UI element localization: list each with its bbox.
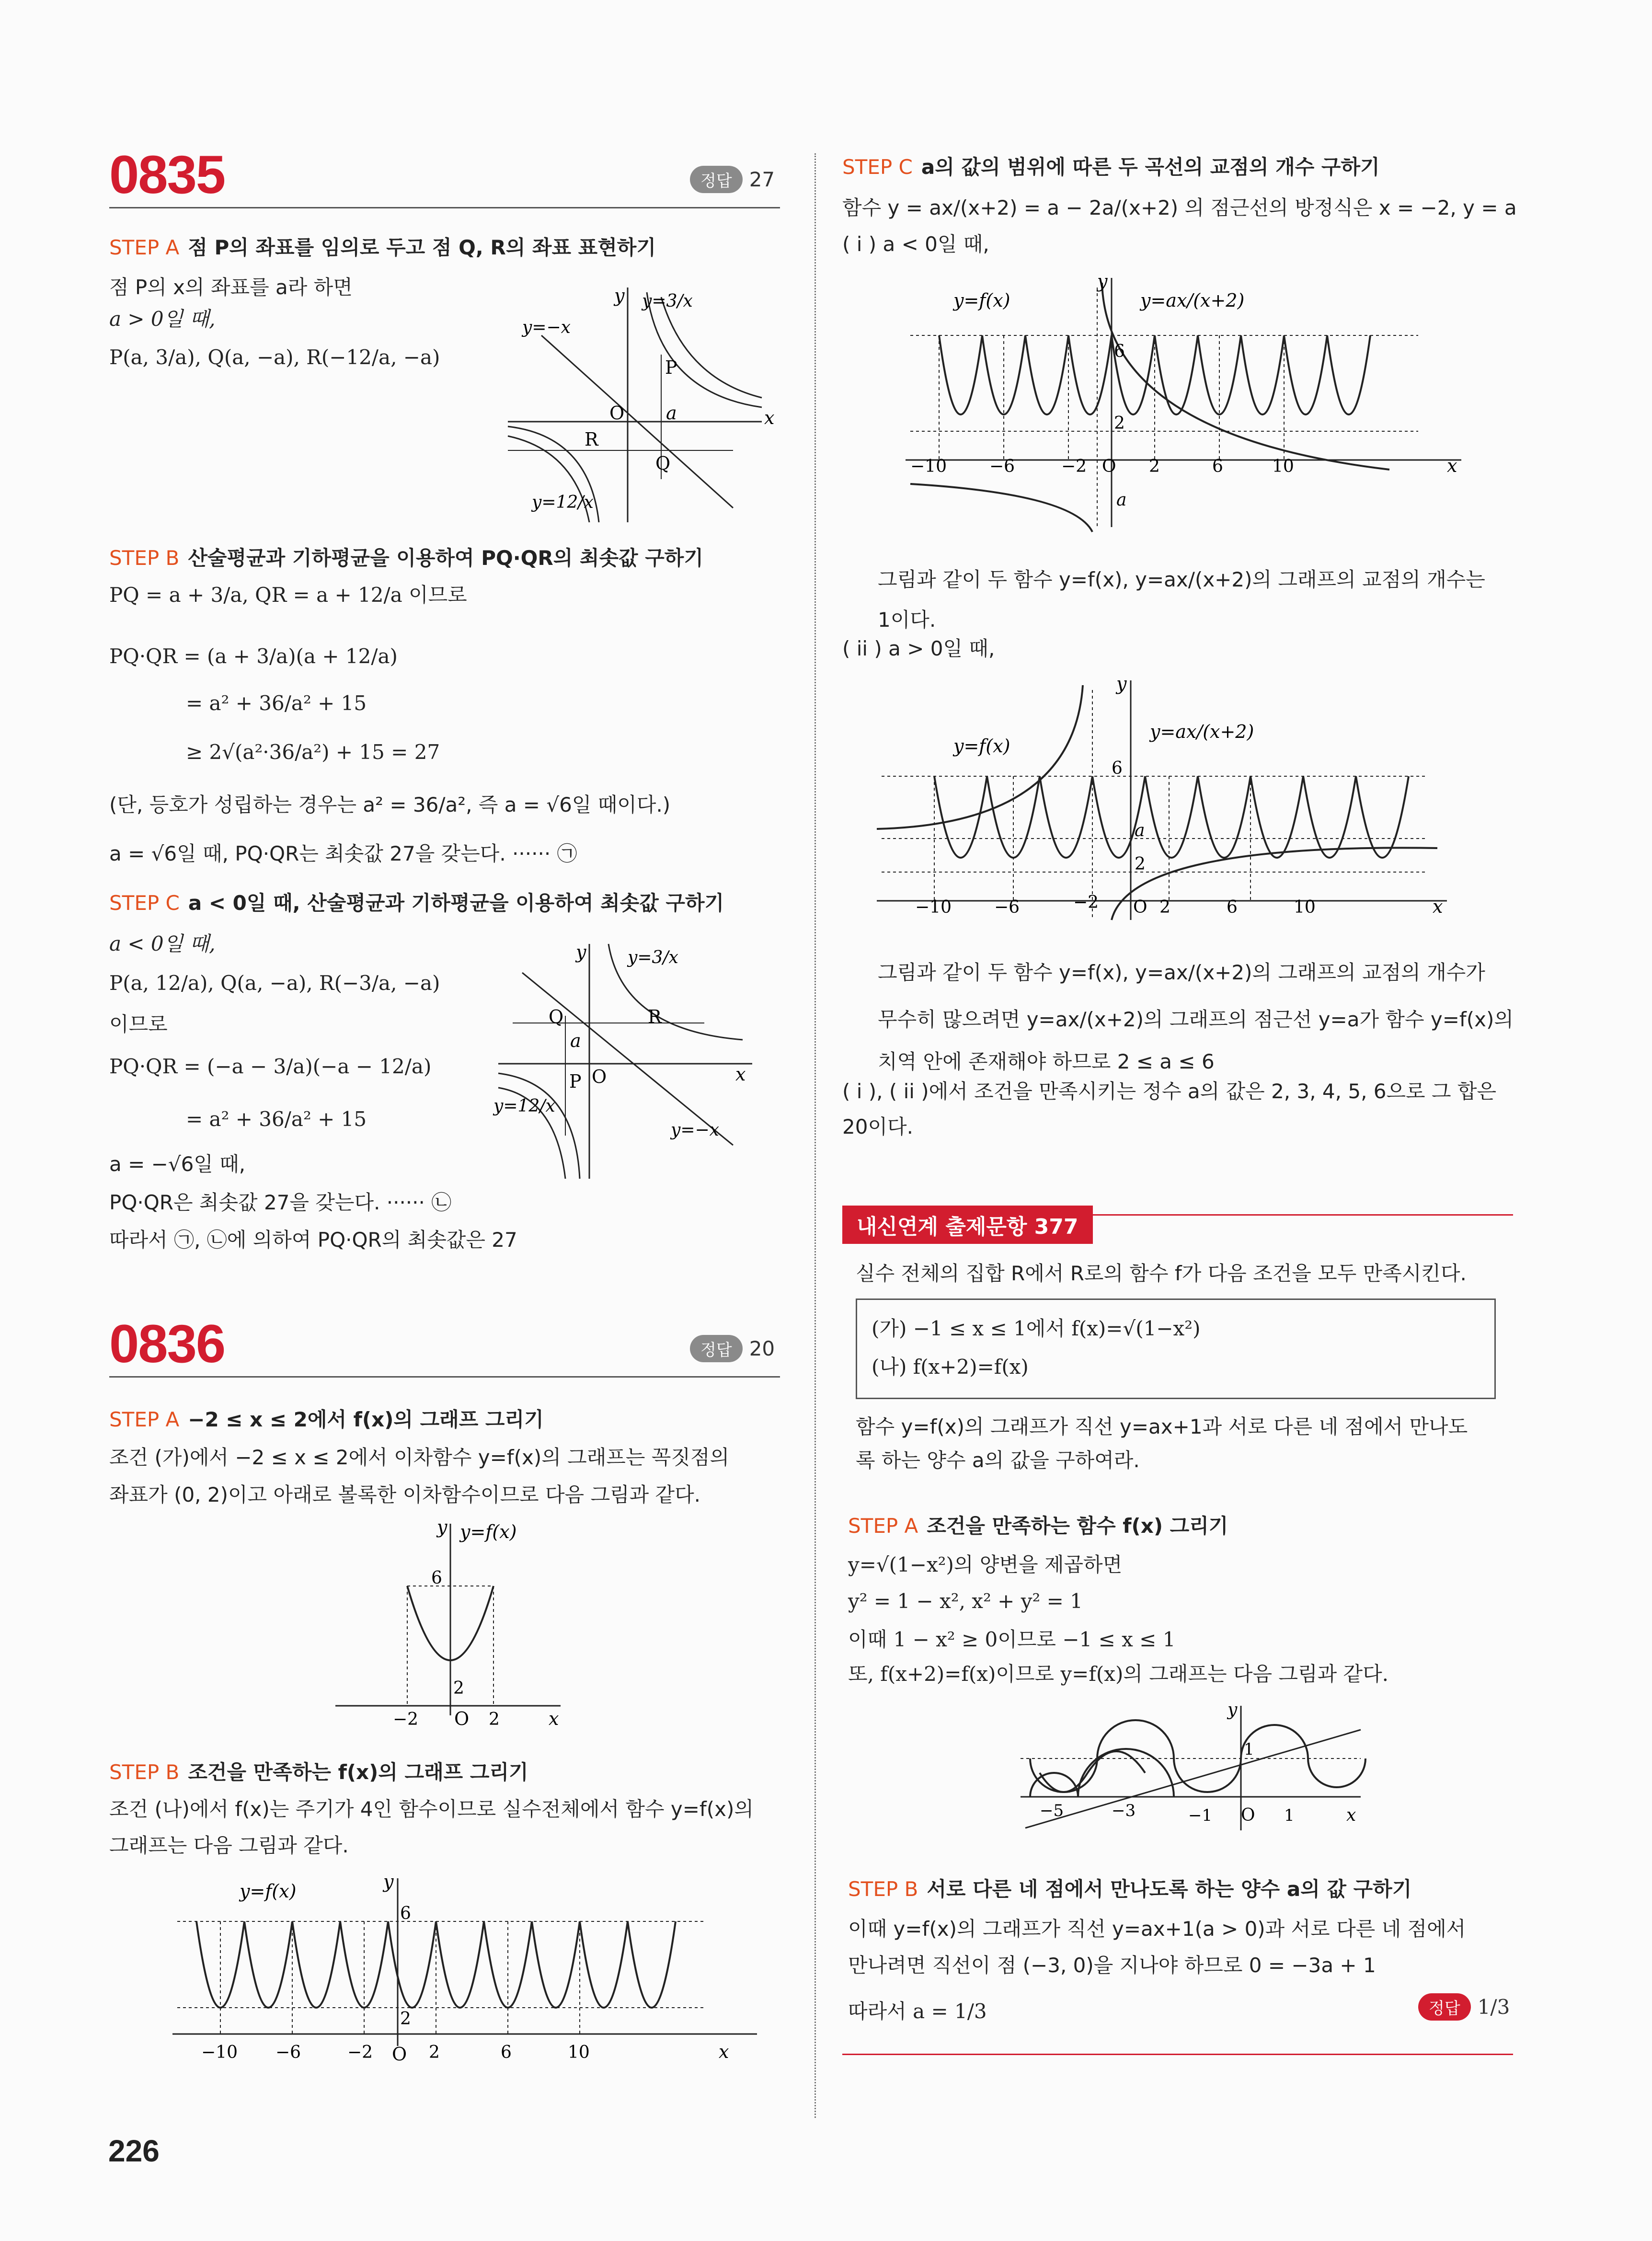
condition-1: (가) −1 ≤ x ≤ 1에서 f(x)=√(1−x²) — [872, 1317, 1201, 1340]
graph-case-negative — [901, 268, 1476, 537]
tick-label: −2 — [347, 2043, 373, 2062]
text-line: 만나려면 직선이 점 (−3, 0)을 지나야 하므로 0 = −3a + 1 — [848, 1954, 1376, 1977]
tick-label: −10 — [915, 897, 952, 917]
text-line: 이므로 — [109, 1012, 168, 1036]
tick-label: 2 — [1114, 414, 1125, 433]
answer-value: 20 — [749, 1337, 775, 1360]
graph-periodic — [168, 1869, 771, 2070]
line-label: y=−x — [671, 1120, 719, 1140]
curve-label: y=12/x — [532, 493, 594, 512]
step-b-377 — [848, 1873, 1411, 1902]
text-line: 그림과 같이 두 함수 y=f(x), y=ax/(x+2)의 그래프의 교점의 개수는 — [878, 568, 1485, 591]
text-line: a > 0일 때, — [109, 307, 216, 331]
step-a-0835 — [109, 232, 656, 261]
text-line: 따라서 ㉠, ㉡에 의하여 PQ·QR의 최솟값은 27 — [109, 1228, 517, 1252]
tick-label: 2 — [1149, 457, 1160, 476]
text-line: 20이다. — [842, 1115, 913, 1138]
step-a-0836 — [109, 1404, 544, 1433]
step-label: STEP B — [109, 1760, 180, 1784]
graph-hyperbola-negative — [493, 934, 762, 1184]
step-title: 산술평균과 기하평균을 이용하여 PQ·QR의 최솟값 구하기 — [188, 546, 703, 570]
y-label: y — [1097, 271, 1108, 292]
point-p: P — [665, 357, 677, 378]
text-line: a = −√6일 때, — [109, 1152, 246, 1176]
tick-label: 1 — [1244, 1740, 1254, 1759]
text-line: 이때 y=f(x)의 그래프가 직선 y=ax+1(a > 0)과 서로 다른 네 점에서 — [848, 1917, 1466, 1941]
answer-0835 — [690, 166, 775, 193]
step-c-0836 — [842, 151, 1380, 180]
step-title: a의 값의 범위에 따른 두 곡선의 교점의 개수 구하기 — [921, 155, 1380, 179]
curve-label: y=f(x) — [240, 1881, 297, 1902]
a-label: a — [1116, 490, 1127, 510]
answer-pill: 정답 — [690, 1335, 743, 1362]
origin-label: O — [1102, 457, 1116, 476]
x-label: x — [1433, 896, 1443, 917]
step-label: STEP C — [842, 155, 913, 179]
periodic-curve — [934, 776, 1409, 858]
divider — [109, 207, 780, 208]
question-line: 록 하는 양수 a의 값을 구하여라. — [856, 1448, 1140, 1472]
y-label: y — [614, 285, 625, 306]
step-title: a < 0일 때, 산술평균과 기하평균을 이용하여 최솟값 구하기 — [188, 891, 724, 915]
tick-label: 6 — [1114, 342, 1125, 361]
graph-case-positive — [872, 671, 1466, 939]
curve-label: y=3/x — [642, 291, 693, 311]
y-label: y — [437, 1517, 447, 1538]
text-line: ≥ 2√(a²·36/a²) + 15 = 27 — [186, 740, 440, 764]
text-line: 점 P의 x의 좌표를 a라 하면 — [109, 276, 353, 299]
curve-label: y=f(x) — [460, 1521, 517, 1542]
curve-label: y=12/x — [493, 1096, 555, 1116]
origin-label: O — [1241, 1805, 1255, 1825]
tick-label: 10 — [1272, 457, 1294, 476]
tick-label: 6 — [1212, 457, 1223, 476]
semicircle-curve — [1040, 1751, 1145, 1792]
tick-label: 6 — [1112, 758, 1123, 778]
origin-label: O — [1133, 897, 1147, 917]
text-line: 조건 (가)에서 −2 ≤ x ≤ 2에서 이차함수 y=f(x)의 그래프는 꼭짓점의 — [109, 1446, 730, 1469]
origin-label: O — [392, 2044, 407, 2065]
question-line: 함수 y=f(x)의 그래프가 직선 y=ax+1과 서로 다른 네 점에서 만나도 — [856, 1415, 1468, 1438]
step-title: −2 ≤ x ≤ 2에서 f(x)의 그래프 그리기 — [188, 1408, 544, 1431]
text-line: y² = 1 − x², x² + y² = 1 — [848, 1589, 1083, 1613]
step-title: 점 P의 좌표를 임의로 두고 점 Q, R의 좌표 표현하기 — [188, 236, 656, 259]
line-y-neg-x — [522, 973, 733, 1145]
text-line: 치역 안에 존재해야 하므로 2 ≤ a ≤ 6 — [878, 1050, 1215, 1073]
origin-label: O — [609, 402, 625, 424]
text-line: 그래프는 다음 그림과 같다. — [109, 1834, 349, 1857]
step-label: STEP A — [109, 1408, 180, 1431]
x-label: x — [719, 2041, 729, 2062]
page-number: 226 — [108, 2134, 160, 2168]
problem-intro: 실수 전체의 집합 R에서 R로의 함수 f가 다음 조건을 모두 만족시킨다. — [856, 1262, 1467, 1285]
divider — [109, 1376, 780, 1378]
tick-label: −1 — [1188, 1806, 1213, 1825]
y-label: y — [383, 1871, 394, 1892]
point-q: Q — [549, 1006, 564, 1027]
text-line: 무수히 많으려면 y=ax/(x+2)의 그래프의 점근선 y=a가 함수 y=f(x)의 — [878, 1008, 1514, 1031]
tick-label: −2 — [1073, 893, 1099, 912]
answer-pill: 정답 — [690, 166, 743, 193]
text-line: PQ·QR = (−a − 3/a)(−a − 12/a) — [109, 1055, 432, 1078]
step-label: STEP A — [109, 236, 180, 259]
tick-label: −10 — [910, 457, 947, 476]
step-label: STEP B — [848, 1877, 918, 1901]
graph-hyperbola-positive — [503, 278, 775, 527]
text-line: PQ·QR은 최솟값 27을 갖는다. ······ ㉡ — [109, 1191, 452, 1214]
step-title: 조건을 만족하는 함수 f(x) 그리기 — [927, 1514, 1228, 1538]
text-line: 이때 1 − x² ≥ 0이므로 −1 ≤ x ≤ 1 — [848, 1628, 1176, 1651]
text-line: a = √6일 때, PQ·QR는 최솟값 27을 갖는다. ······ ㉠ — [109, 842, 577, 865]
text-line: PQ·QR = (a + 3/a)(a + 12/a) — [109, 644, 398, 668]
a-label: a — [666, 402, 677, 424]
point-q: Q — [655, 453, 671, 474]
tick-label: 6 — [400, 1904, 411, 1923]
tick-label: −2 — [393, 1710, 419, 1729]
tick-label: 1 — [1284, 1806, 1295, 1825]
hyperbola-branch — [910, 484, 1092, 532]
tick-label: −2 — [1061, 457, 1087, 476]
tick-label: −10 — [201, 2043, 238, 2062]
answer-value: 1/3 — [1477, 1995, 1510, 2019]
graph-semicircles — [1016, 1701, 1380, 1835]
tick-label: 10 — [1294, 897, 1316, 917]
curve-label: y=f(x) — [953, 290, 1010, 311]
step-title: 조건을 만족하는 f(x)의 그래프 그리기 — [188, 1760, 528, 1784]
answer-pill: 정답 — [1418, 1993, 1471, 2021]
curve-3-over-x-neg — [498, 1073, 580, 1179]
text-line: (단, 등호가 성립하는 경우는 a² = 36/a², 즉 a = √6일 때이다.) — [109, 793, 671, 816]
tick-label: 2 — [1159, 897, 1170, 917]
step-label: STEP A — [848, 1514, 918, 1538]
hyperbola-label: y=ax/(x+2) — [1140, 290, 1245, 311]
tick-label: 2 — [489, 1710, 500, 1729]
step-label: STEP C — [109, 891, 180, 915]
tick-label: 6 — [1227, 897, 1238, 917]
step-a-377 — [848, 1510, 1228, 1539]
text-line: ( ii ) a > 0일 때, — [842, 637, 995, 660]
line-label: y=−x — [522, 318, 571, 337]
tick-label: 2 — [400, 2009, 411, 2029]
tick-label: 10 — [568, 2043, 590, 2062]
text-line: P(a, 3/a), Q(a, −a), R(−12/a, −a) — [109, 345, 440, 369]
text-line: 1이다. — [878, 608, 936, 632]
tick-label: 2 — [1135, 854, 1146, 874]
text-line: = a² + 36/a² + 15 — [186, 1107, 367, 1131]
answer-value: 27 — [749, 168, 775, 191]
text-line: a < 0일 때, — [109, 932, 216, 955]
x-label: x — [1447, 455, 1457, 476]
text-line: 따라서 a = 1/3 — [848, 2000, 987, 2023]
tick-label: −6 — [994, 897, 1020, 917]
condition-box — [856, 1299, 1496, 1399]
tick-label: −3 — [1112, 1801, 1136, 1820]
tick-label: 6 — [501, 2043, 512, 2062]
a-label: a — [1135, 821, 1145, 840]
step-label: STEP B — [109, 546, 180, 570]
text-line: y=√(1−x²)의 양변을 제곱하면 — [848, 1553, 1123, 1576]
curve-label: y=f(x) — [953, 736, 1010, 757]
text-line: = a² + 36/a² + 15 — [186, 691, 367, 715]
y-label: y — [1228, 1700, 1238, 1720]
hyperbola-label: y=ax/(x+2) — [1150, 721, 1254, 742]
curve-12-over-x — [661, 297, 762, 398]
tick-label: 2 — [453, 1678, 464, 1698]
origin-label: O — [454, 1708, 470, 1729]
condition-2: (나) f(x+2)=f(x) — [872, 1355, 1029, 1379]
x-label: x — [764, 407, 775, 428]
origin-label: O — [592, 1066, 607, 1087]
x-label: x — [549, 1708, 559, 1729]
step-b-0835 — [109, 542, 703, 571]
y-label: y — [576, 942, 586, 963]
point-p: P — [569, 1071, 582, 1092]
text-line: ( i ) a < 0일 때, — [842, 232, 989, 256]
problem-number-0836: 0836 — [109, 1314, 225, 1374]
answer-0836 — [690, 1335, 775, 1362]
column-divider — [815, 153, 816, 2118]
a-label: a — [570, 1030, 581, 1051]
text-line: P(a, 12/a), Q(a, −a), R(−3/a, −a) — [109, 971, 440, 995]
step-c-0835 — [109, 887, 724, 916]
text-line: 좌표가 (0, 2)이고 아래로 볼록한 이차함수이므로 다음 그림과 같다. — [109, 1483, 701, 1506]
tick-label: 6 — [431, 1568, 442, 1588]
tick-label: −6 — [275, 2043, 301, 2062]
point-r: R — [648, 1006, 662, 1027]
text-line: 그림과 같이 두 함수 y=f(x), y=ax/(x+2)의 그래프의 교점의 개수가 — [878, 961, 1485, 984]
point-r: R — [585, 429, 598, 450]
step-title: 서로 다른 네 점에서 만나도록 하는 양수 a의 값 구하기 — [927, 1877, 1412, 1901]
text-line: 또, f(x+2)=f(x)이므로 y=f(x)의 그래프는 다음 그림과 같다. — [848, 1662, 1388, 1686]
divider — [842, 2054, 1513, 2055]
x-label: x — [735, 1064, 746, 1085]
step-b-0836 — [109, 1757, 528, 1785]
graph-parabola — [331, 1514, 580, 1729]
text-line: 함수 y = ax/(x+2) = a − 2a/(x+2) 의 점근선의 방정식은 x = −2, y = a — [842, 196, 1517, 219]
answer-377 — [1418, 1993, 1510, 2021]
problem-number-0835: 0835 — [109, 145, 225, 205]
hyperbola-branch — [877, 685, 1083, 829]
tick-label: −6 — [989, 457, 1015, 476]
linked-problem-banner: 내신연계 출제문항 377 — [842, 1206, 1093, 1244]
x-label: x — [1346, 1805, 1356, 1825]
tick-label: 2 — [429, 2043, 440, 2062]
curve-label: y=3/x — [628, 948, 678, 967]
y-label: y — [1116, 673, 1127, 694]
text-line: PQ = a + 3/a, QR = a + 12/a 이므로 — [109, 583, 467, 607]
text-line: ( i ), ( ii )에서 조건을 만족시키는 정수 a의 값은 2, 3, 4, 5, 6으로 그 합은 — [842, 1080, 1497, 1103]
text-line: 조건 (나)에서 f(x)는 주기가 4인 함수이므로 실수전체에서 함수 y=f(x)의 — [109, 1797, 754, 1821]
tick-label: −5 — [1040, 1801, 1064, 1820]
